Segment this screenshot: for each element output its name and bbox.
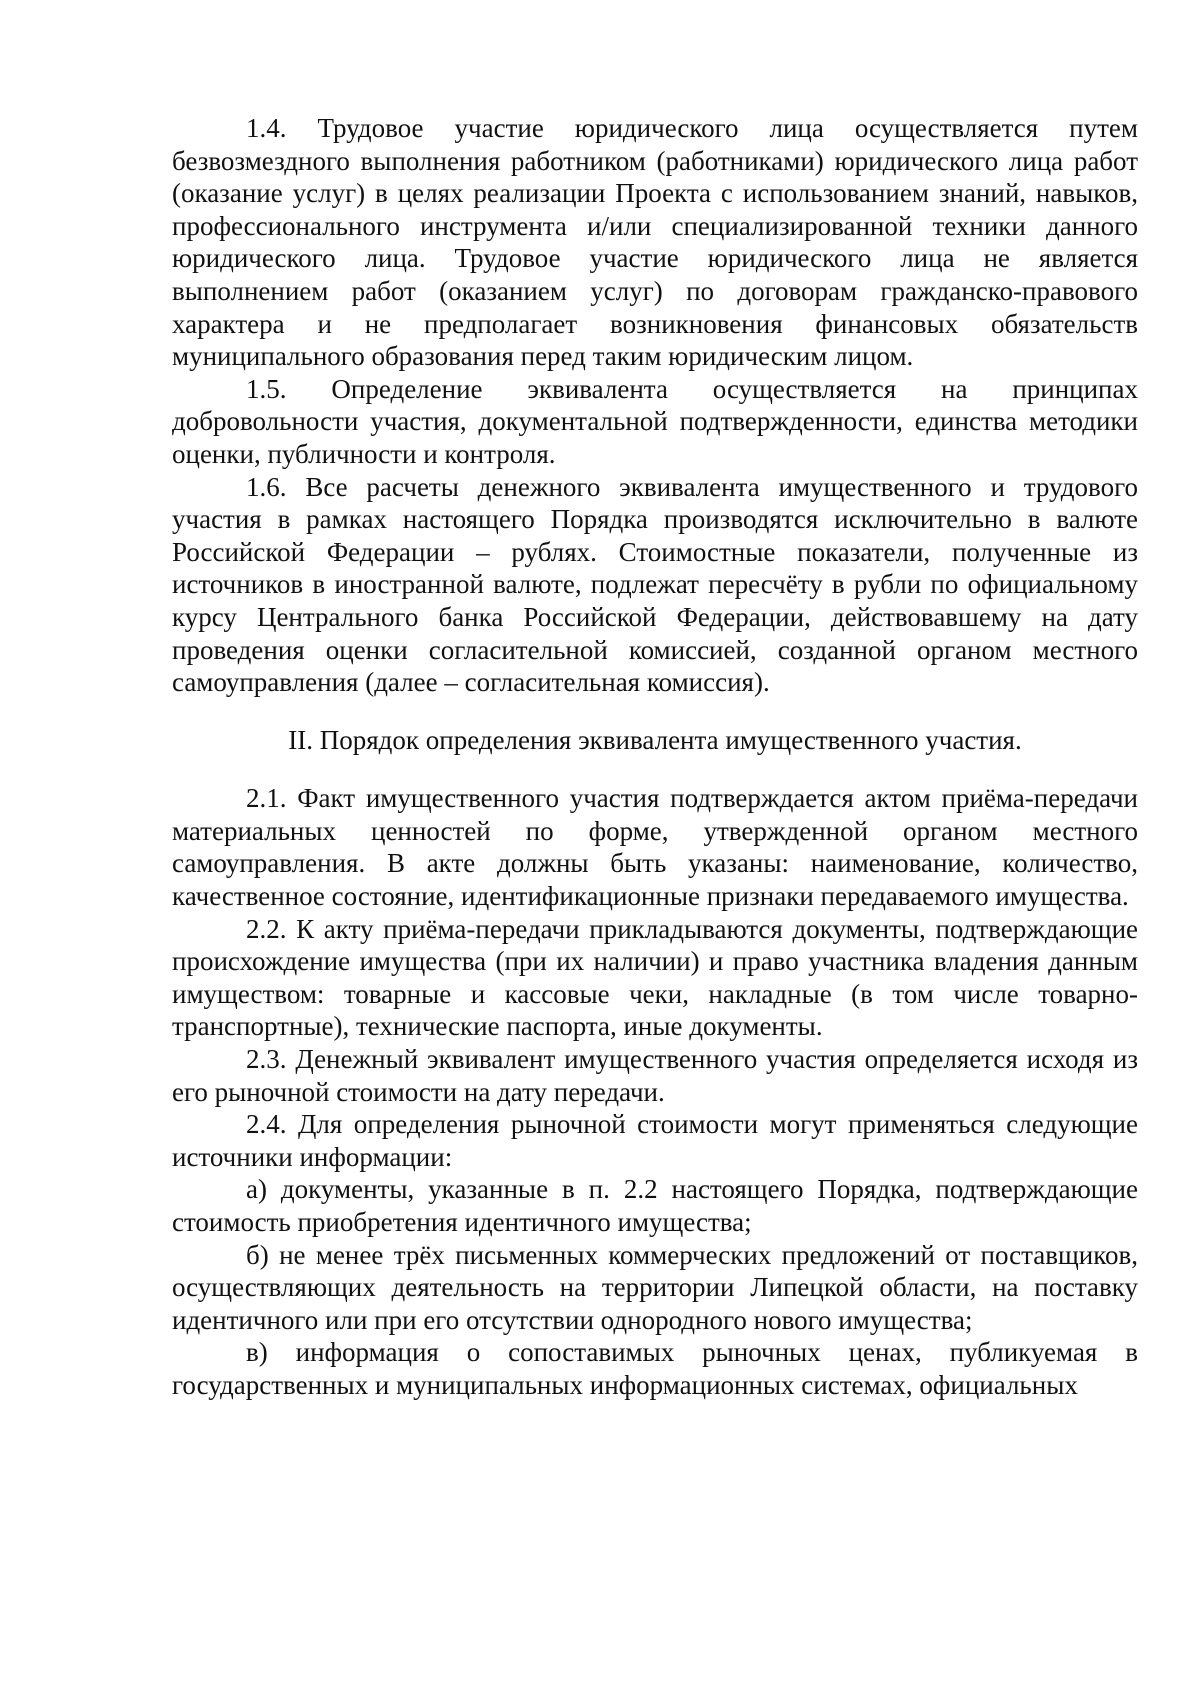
list-item-b: б) не менее трёх письменных коммерческих предложений от поставщиков, осуществляющих деятельность на территории Липецкой области, на поставку идентичного или при его отсутствии однородного нового имущества; (172, 1239, 1138, 1335)
paragraph-1-5: 1.5. Определение эквивалента осуществляется на принципах добровольности участия, документальной подтвержденности, единства методики оценки, публичности и контроля. (172, 373, 1138, 469)
document-page (172, 112, 1138, 1402)
paragraph-2-2: 2.2. К акту приёма-передачи прикладываются документы, подтверждающие происхождение имущества (при их наличии) и право участника владения данным имуществом: товарные и кассовые чеки, накладные (в том числе товарно-транспортные), технические паспорта, иные документы. (172, 913, 1138, 1042)
paragraph-2-4: 2.4. Для определения рыночной стоимости могут применяться следующие источники информации: (172, 1109, 1138, 1172)
list-item-v: в) информация о сопоставимых рыночных ценах, публикуемая в государственных и муниципальных информационных системах, официальных (172, 1337, 1138, 1400)
section-2-heading: II. Порядок определения эквивалента имущественного участия. (288, 724, 1022, 755)
paragraph-1-6: 1.6. Все расчеты денежного эквивалента имущественного и трудового участия в рамках настоящего Порядка производятся исключительно в валюте Российской Федерации – рублях. Стоимостные показатели, полученные из источников в иностранной валюте, подлежат пересчёту в рубли по официальному курсу Центрального банка Российской Федерации, действовавшему на дату проведения оценки согласительной комиссией, созданной органом местного самоуправления (далее – согласительная комиссия). (172, 471, 1138, 698)
list-item-a: а) документы, указанные в п. 2.2 настоящего Порядка, подтверждающие стоимость приобретения идентичного имущества; (172, 1174, 1138, 1237)
paragraph-2-3: 2.3. Денежный эквивалент имущественного участия определяется исходя из его рыночной стоимости на дату передачи. (172, 1044, 1138, 1107)
paragraph-2-1: 2.1. Факт имущественного участия подтверждается актом приёма-передачи материальных ценностей по форме, утвержденной органом местного самоуправления. В акте должны быть указаны: наименование, количество, качественное состояние, идентификационные признаки передаваемого имущества. (172, 783, 1138, 912)
paragraph-1-4: 1.4. Трудовое участие юридического лица осуществляется путем безвозмездного выполнения работником (работниками) юридического лица работ (оказание услуг) в целях реализации Проекта с использованием знаний, навыков, профессионального инструмента и/или специализированной техники данного юридического лица. Трудовое участие юридического лица не является выполнением работ (оказанием услуг) по договорам гражданско-правового характера и не предполагает возникновения финансовых обязательств муниципального образования перед таким юридическим лицом. (172, 113, 1138, 372)
